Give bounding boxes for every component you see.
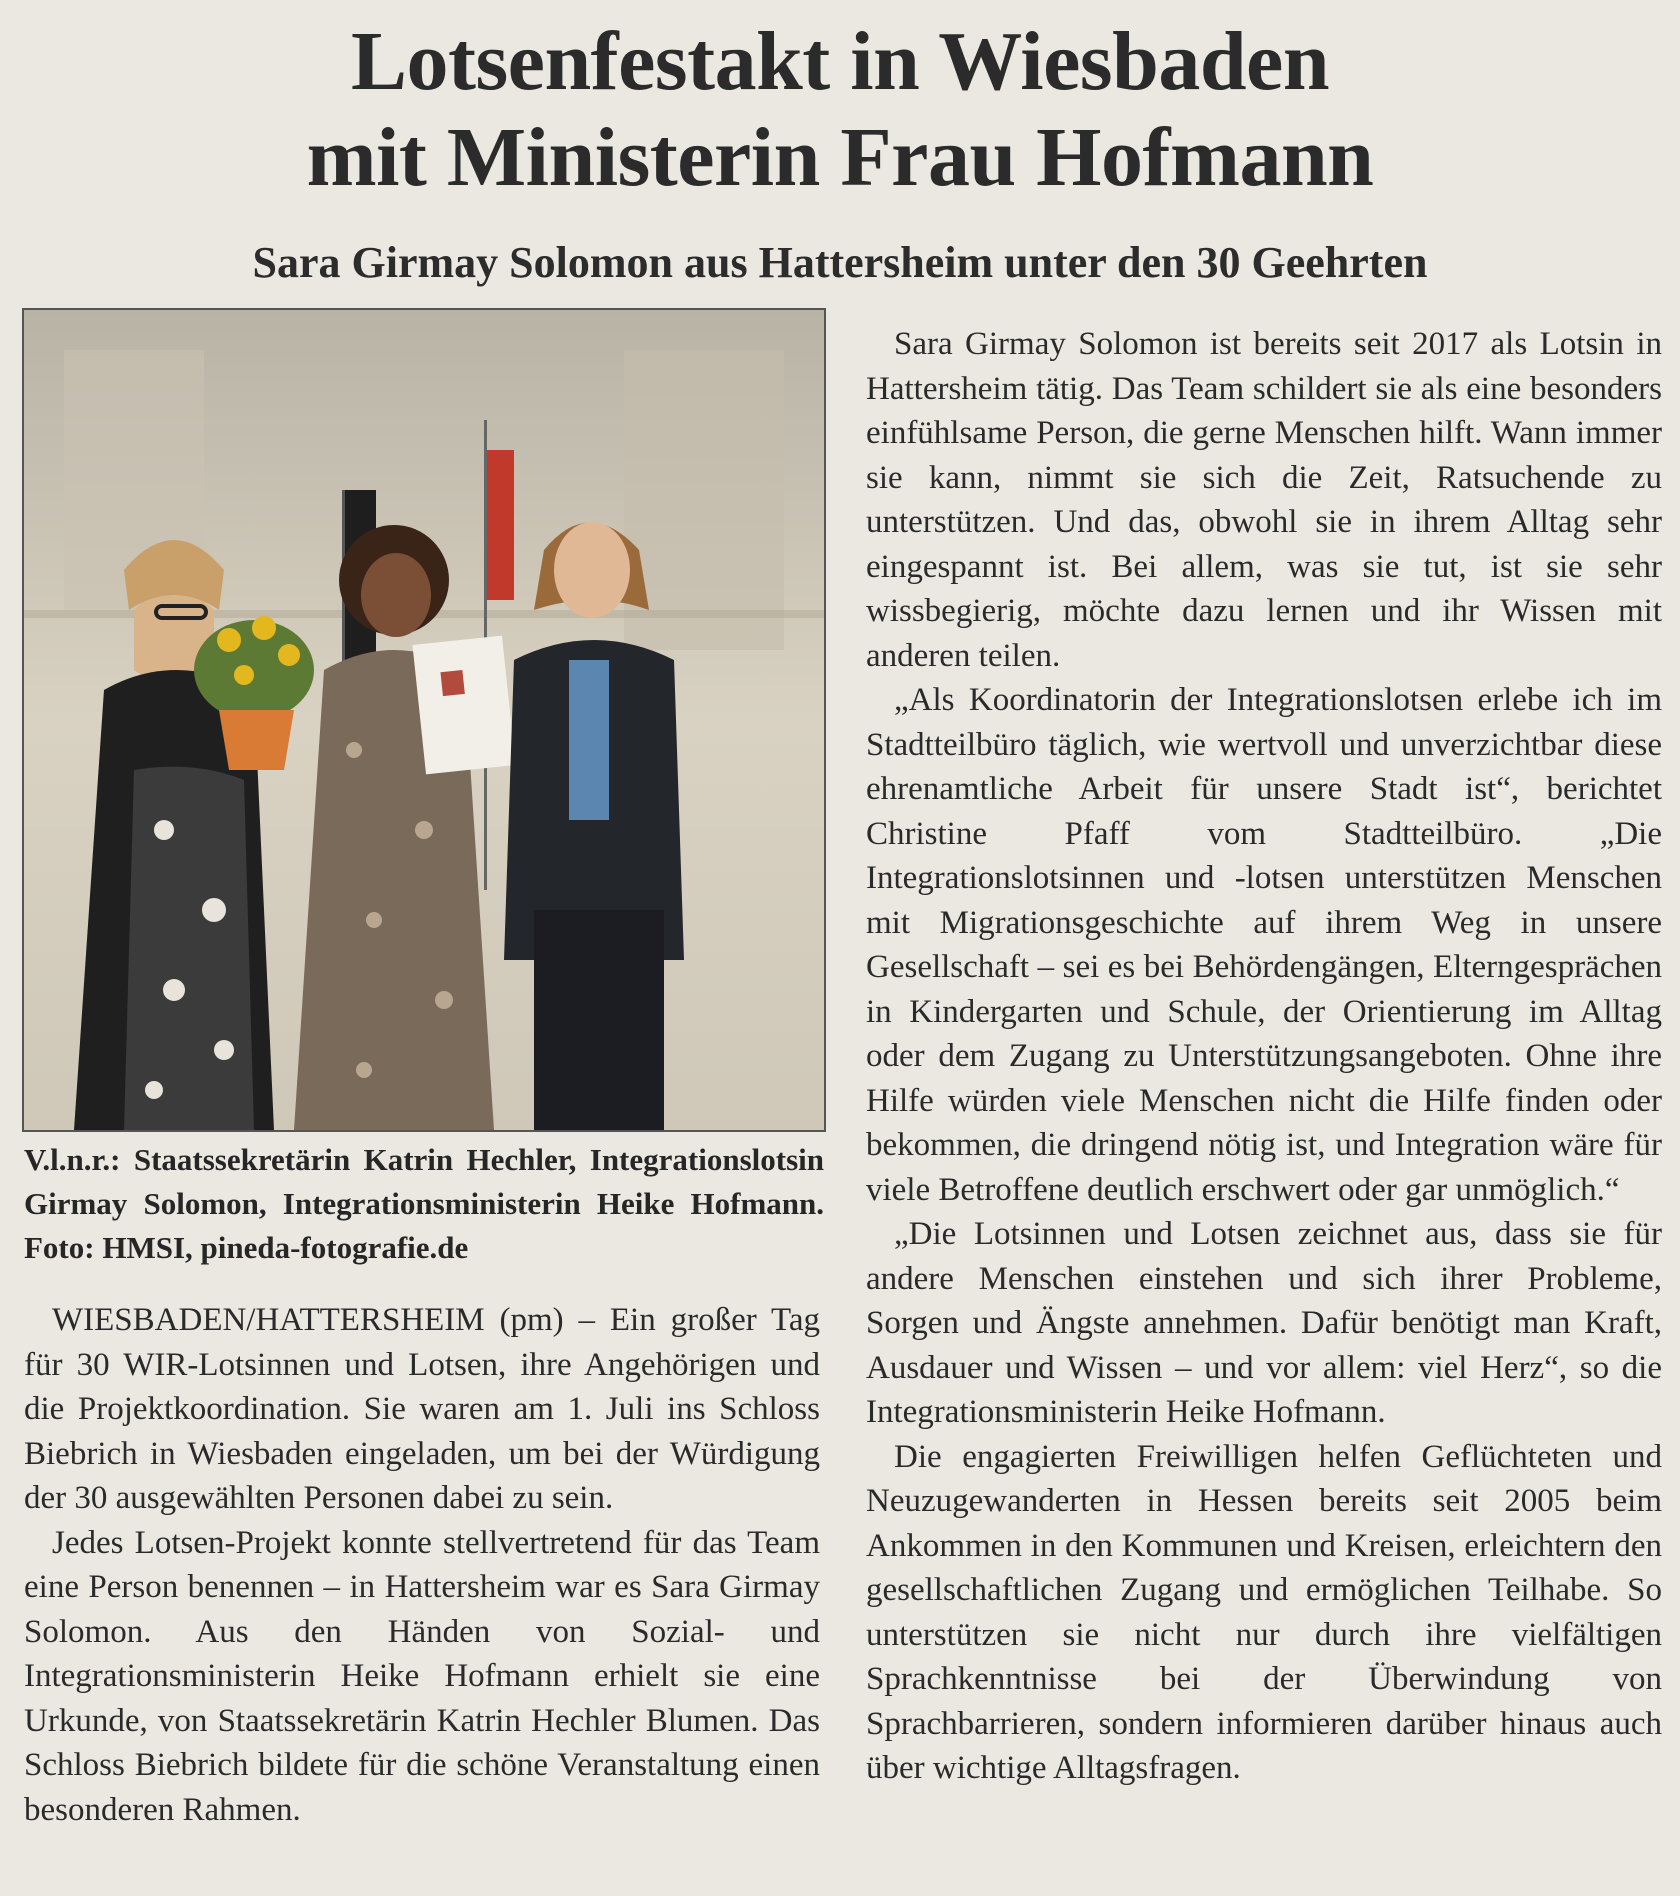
photo-caption: V.l.n.r.: Staatssekretärin Katrin Hechler, Integrationslotsin Girmay Solomon, Integrationsministerin Heike Hofmann. Foto: HMSI, pineda-fotografie.de bbox=[24, 1142, 824, 1265]
headline-line-2: mit Ministerin Frau Hofmann bbox=[306, 111, 1374, 204]
paragraph: Sara Girmay Solomon ist bereits seit 2017 als Lotsin in Hattersheim tätig. Das Team schildert sie als eine besonders einfühlsame Person, die gerne Menschen hilft. Wann immer sie kann, nimmt sie sich die Zeit, Ratsuchende zu unterstützen. Und das, obwohl sie in ihrem Alltag sehr eingespannt ist. Bei allem, was sie tut, ist sie sehr wissbegierig, möchte dazu lernen und ihr Wissen mit anderen teilen. bbox=[866, 326, 1662, 674]
paragraph: Jedes Lotsen-Projekt konnte stellvertretend für das Team eine Person benennen – in Hattersheim war es Sara Girmay Solomon. Aus den Händen von Sozial- und Integrationsministerin Heike Hofmann erhielt sie eine Urkunde, von Staatssekretärin Katrin Hechler Blumen. Das Schloss Biebrich bildete für die schöne Veranstaltung einen besonderen Rahmen. bbox=[24, 1524, 820, 1828]
headline bbox=[0, 14, 1680, 206]
paragraph: Die engagierten Freiwilligen helfen Geflüchteten und Neuzugewanderten in Hessen bereits seit 2005 beim Ankommen in den Kommunen und Kreisen, erleichtern den gesellschaftlichen Zugang und ermöglichen Teilhabe. So unterstützen sie nicht nur durch ihre vielfältigen Sprachkenntnisse bei der Überwindung von Sprachbarrieren, sondern informieren darüber hinaus auch über wichtige Alltagsfragen. bbox=[866, 1438, 1662, 1786]
article-photo bbox=[22, 308, 826, 1132]
article-column-left bbox=[24, 1298, 820, 1832]
paragraph: WIESBADEN/HATTERSHEIM (pm) – Ein großer Tag für 30 WIR-Lotsinnen und Lotsen, ihre Angehörigen und die Projektkoordination. Sie waren am 1. Juli ins Schloss Biebrich in Wiesbaden eingeladen, um bei der Würdigung der 30 ausgewählten Personen dabei zu sein. bbox=[24, 1302, 820, 1516]
paragraph: „Die Lotsinnen und Lotsen zeichnet aus, dass sie für andere Menschen einstehen und sich ihrer Probleme, Sorgen und Ängste annehmen. Dafür benötigt man Kraft, Ausdauer und Wissen – und vor allem: viel Herz“, so die Integrationsministerin Heike Hofmann. bbox=[866, 1216, 1662, 1430]
headline-line-1: Lotsenfestakt in Wiesbaden bbox=[350, 15, 1330, 108]
photo-three-women-icon bbox=[24, 310, 824, 1130]
paragraph: „Als Koordinatorin der Integrationslotsen erlebe ich im Stadtteilbüro täglich, wie wertvoll und unverzichtbar diese ehrenamtliche Arbeit für unsere Stadt ist“, berichtet Christine Pfaff vom Stadtteilbüro. „Die Integrationslotsinnen und -lotsen unterstützen Menschen mit Migrationsgeschichte auf ihrem Weg in unsere Gesellschaft – sei es bei Behördengängen, Elterngesprächen in Kindergarten und Schule, der Orientierung im Alltag oder dem Zugang zu Unterstützungsangeboten. Ohne ihre Hilfe würden viele Menschen nicht die Hilfe finden oder bekommen, die dringend nötig ist, und Integration wäre für viele Betroffene deutlich erschwert oder gar unmöglich.“ bbox=[866, 682, 1662, 1208]
subheadline: Sara Girmay Solomon aus Hattersheim unter den 30 Geehrten bbox=[252, 238, 1428, 287]
article-column-right bbox=[866, 322, 1662, 1791]
